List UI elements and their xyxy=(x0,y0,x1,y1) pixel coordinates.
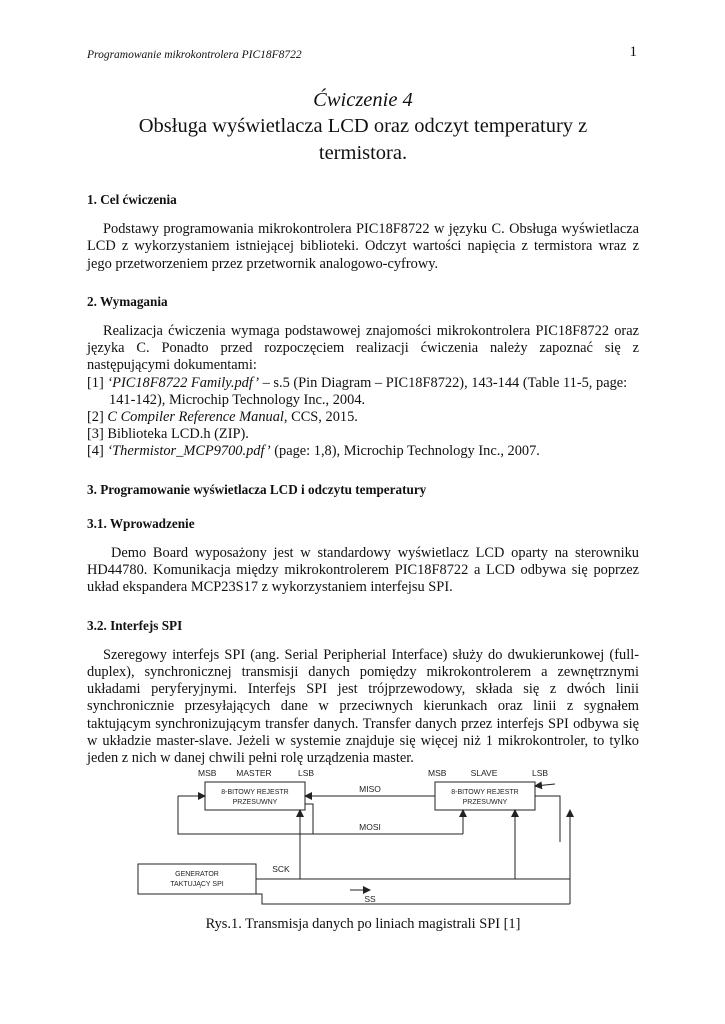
spi-diagram xyxy=(130,764,600,914)
master-register-label-line2: PRZESUWNY xyxy=(232,799,278,806)
section-heading-1: 1. Cel ćwiczenia xyxy=(87,192,177,207)
clock-generator-box xyxy=(138,864,256,894)
slave-msb-label: MSB xyxy=(428,768,447,778)
section-heading-2: 2. Wymagania xyxy=(87,293,168,309)
miso-label: MISO xyxy=(359,784,381,794)
reference-item xyxy=(87,443,639,460)
mosi-line xyxy=(178,796,463,834)
master-msb-label: MSB xyxy=(198,768,217,778)
reference-number: [4] xyxy=(87,443,108,460)
exercise-subtitle-line2: termistora. xyxy=(318,142,408,164)
slave-lsb-label: LSB xyxy=(532,768,549,778)
page-number: 1 xyxy=(629,44,637,60)
reference-number: [1] xyxy=(87,374,108,391)
main-content xyxy=(87,191,639,767)
reference-details: , CCS, 2015. xyxy=(283,409,358,426)
section-2-body: Realizacja ćwiczenia wymaga podstawowej znajomości mikrokontrolera PIC18F8722 oraz języka C. Ponadto przed rozpoczęciem realizacji ćwiczenia należy zapoznać się z następującymi dokumentami: xyxy=(87,323,639,374)
reference-item xyxy=(87,426,639,443)
generator-label-line2: TAKTUJĄCY SPI xyxy=(170,881,224,888)
section-1-body: Podstawy programowania mikrokontrolera PIC18F8722 w języku C. Obsługa wyświetlacza LCD z wykorzystaniem istniejącej biblioteki. Odczyt wartości napięcia z termistora wraz z jego przetworzeniem przez przetwornik analogowo-cyfrowy. xyxy=(87,221,639,272)
reference-number: [3] xyxy=(87,426,108,443)
reference-item xyxy=(87,409,639,426)
master-register-label-line1: 8-BITOWY REJESTR xyxy=(221,789,289,796)
slave-label: SLAVE xyxy=(470,768,498,778)
reference-details: Biblioteka LCD.h (ZIP). xyxy=(107,426,249,443)
sck-label: SCK xyxy=(272,864,290,874)
reference-details: – s.5 (Pin Diagram – PIC18F8722), 143-144 (Table 11-5, page: xyxy=(259,374,628,391)
master-mosi-connector xyxy=(305,804,313,834)
section-3-1-body: Demo Board wyposażony jest w standardowy wyświetlacz LCD oparty na sterowniku HD44780. Komunikacja między mikrokontrolerem PIC18F8722 a LCD odbywa się poprzez układ ekspandera MCP23S17 z wykorzystaniem interfejsu SPI. xyxy=(87,545,639,596)
exercise-subtitle-line1: Obsługa wyświetlacza LCD oraz odczyt temperatury z xyxy=(138,115,588,137)
ss-label: SS xyxy=(364,894,376,904)
reference-details: (page: 1,8), Microchip Technology Inc., 2007. xyxy=(270,443,540,460)
reference-title: ‘PIC18F8722 Family.pdf’ xyxy=(107,374,259,391)
master-lsb-label: LSB xyxy=(298,768,315,778)
slave-feedback-loop xyxy=(535,796,560,842)
exercise-title: Ćwiczenie 4 xyxy=(313,89,413,111)
reference-title: C Compiler Reference Manual xyxy=(107,409,284,426)
figure-caption: Rys.1. Transmisja danych po liniach magistrali SPI [1] xyxy=(205,916,521,932)
reference-number: [2] xyxy=(87,409,108,426)
title-block xyxy=(87,88,639,167)
running-title: Programowanie mikrokontrolera PIC18F8722 xyxy=(87,49,302,61)
generator-label-line1: GENERATOR xyxy=(175,871,219,878)
ss-line xyxy=(256,894,570,904)
reference-continuation: 141-142), Microchip Technology Inc., 2004. xyxy=(109,391,366,408)
section-3-2-body: Szeregowy interfejs SPI (ang. Serial Peripherial Interface) służy do dwukierunkowej (full-duplex), synchronicznej transmisji danych pomiędzy mikrokontrolerem a zewnętrznymi układami peryferyjnymi. Interfejs SPI jest trójprzewodowy, składa się z dwóch linii synchronicznie przesyłających dane w przeciwnych kierunkach oraz linii z sygnałem taktującym synchronizującym transfer danych. Transfer danych przez interfejs SPI odbywa się w układzie master-slave. Jeżeli w systemie znajduje się więcej niż 1 mikrokontroler, to tylko jeden z nich w danej chwili pełni rolę urządzenia master. xyxy=(87,646,639,767)
master-label: MASTER xyxy=(236,768,272,778)
mosi-label: MOSI xyxy=(359,822,381,832)
reference-item xyxy=(87,375,639,392)
slave-register-label-line1: 8-BITOWY REJESTR xyxy=(451,789,519,796)
reference-title: ‘Thermistor_MCP9700.pdf’ xyxy=(107,443,271,460)
reference-list xyxy=(87,375,639,461)
section-heading-3-1: 3.1. Wprowadzenie xyxy=(87,515,195,531)
slave-register-label-line2: PRZESUWNY xyxy=(462,799,508,806)
section-heading-3: 3. Programowanie wyświetlacza LCD i odczytu temperatury xyxy=(87,481,427,497)
section-heading-3-2: 3.2. Interfejs SPI xyxy=(87,617,183,633)
